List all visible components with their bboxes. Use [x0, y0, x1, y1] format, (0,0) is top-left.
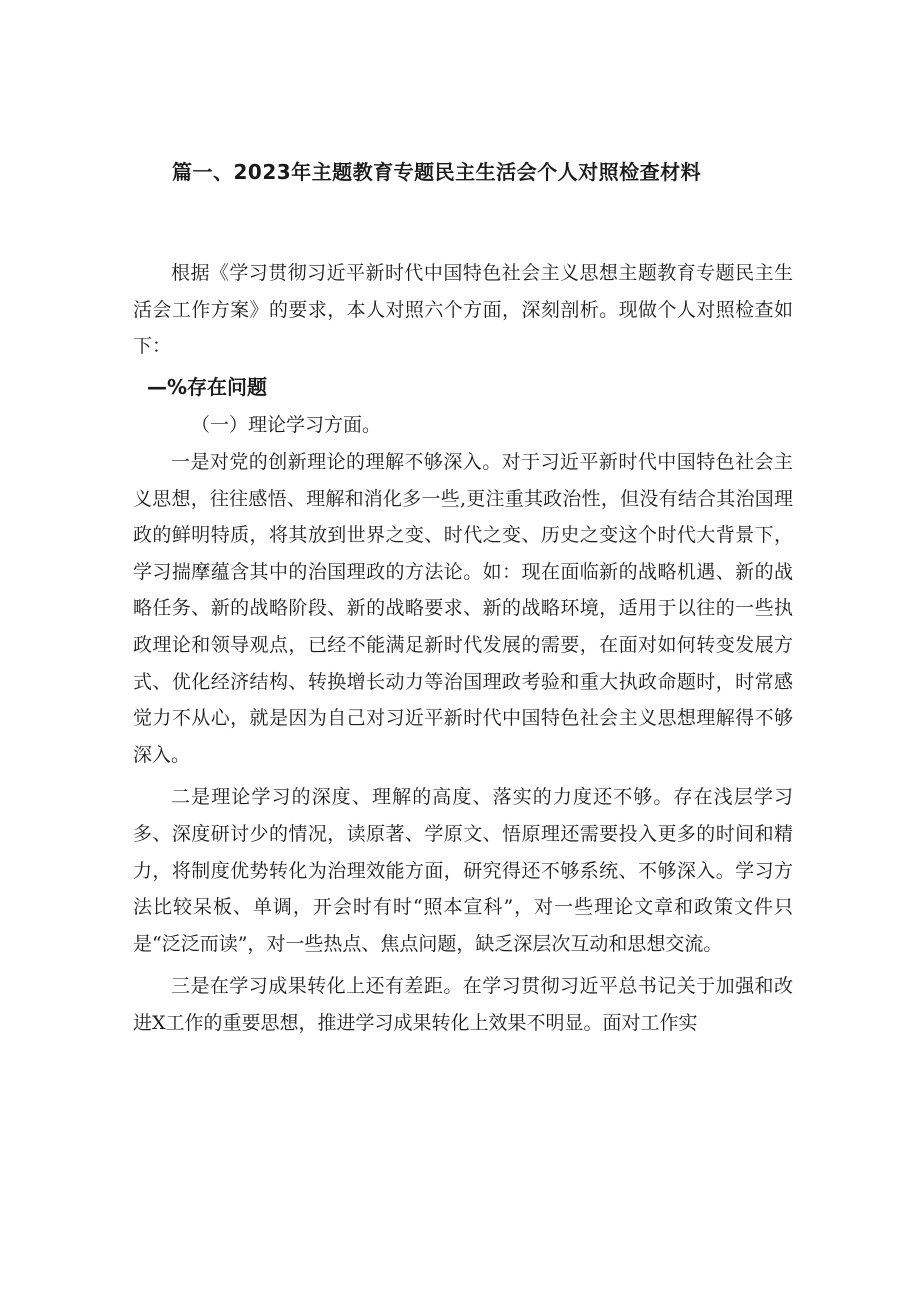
- paragraph-point-3: 三是在学习成果转化上还有差距。在学习贯彻习近平总书记关于加强和改进X工作的重要思想，推进学习成果转化上效果不明显。面对工作实: [133, 975, 793, 1034]
- section-heading-problems: —%存在问题: [147, 374, 268, 399]
- document-title: 篇一、2023年主题教育专题民主生活会个人对照检查材料: [172, 160, 702, 184]
- subsection-heading-theory: （一）理论学习方面。: [191, 414, 382, 437]
- paragraph-intro: 根据《学习贯彻习近平新时代中国特色社会主义思想主题教育专题民主生活会工作方案》的要求，本人对照六个方面，深刻剖析。现做个人对照检查如下：: [133, 262, 793, 358]
- paragraph-point-1: 一是对党的创新理论的理解不够深入。对于习近平新时代中国特色社会主义思想，往往感悟、理解和消化多一些,更注重其政治性，但没有结合其治国理政的鲜明特质，将其放到世界之变、时代之变、历史之变这个时代大背景下，学习揣摩蕴含其中的治国理政的方法论。如：现在面临新的战略机遇、新的战略任务、新的战略阶段、新的战略要求、新的战略环境，适用于以往的一些执政理论和领导观点，已经不能满足新时代发展的需要，在面对如何转变发展方式、优化经济结构、转换增长动力等治国理政考验和重大执政命题时，时常感觉力不从心，就是因为自己对习近平新时代中国特色社会主义思想理解得不够深入。: [133, 450, 793, 766]
- paragraph-point-2: 二是理论学习的深度、理解的高度、落实的力度还不够。存在浅层学习多、深度研讨少的情况，读原著、学原文、悟原理还需要投入更多的时间和精力，将制度优势转化为治理效能方面，研究得还不够系统、不够深入。学习方法比较呆板、单调，开会时有时“照本宣科”，对一些理论文章和政策文件只是“泛泛而读”，对一些热点、焦点问题，缺乏深层次互动和思想交流。: [133, 786, 793, 955]
- document-body: [133, 255, 793, 1041]
